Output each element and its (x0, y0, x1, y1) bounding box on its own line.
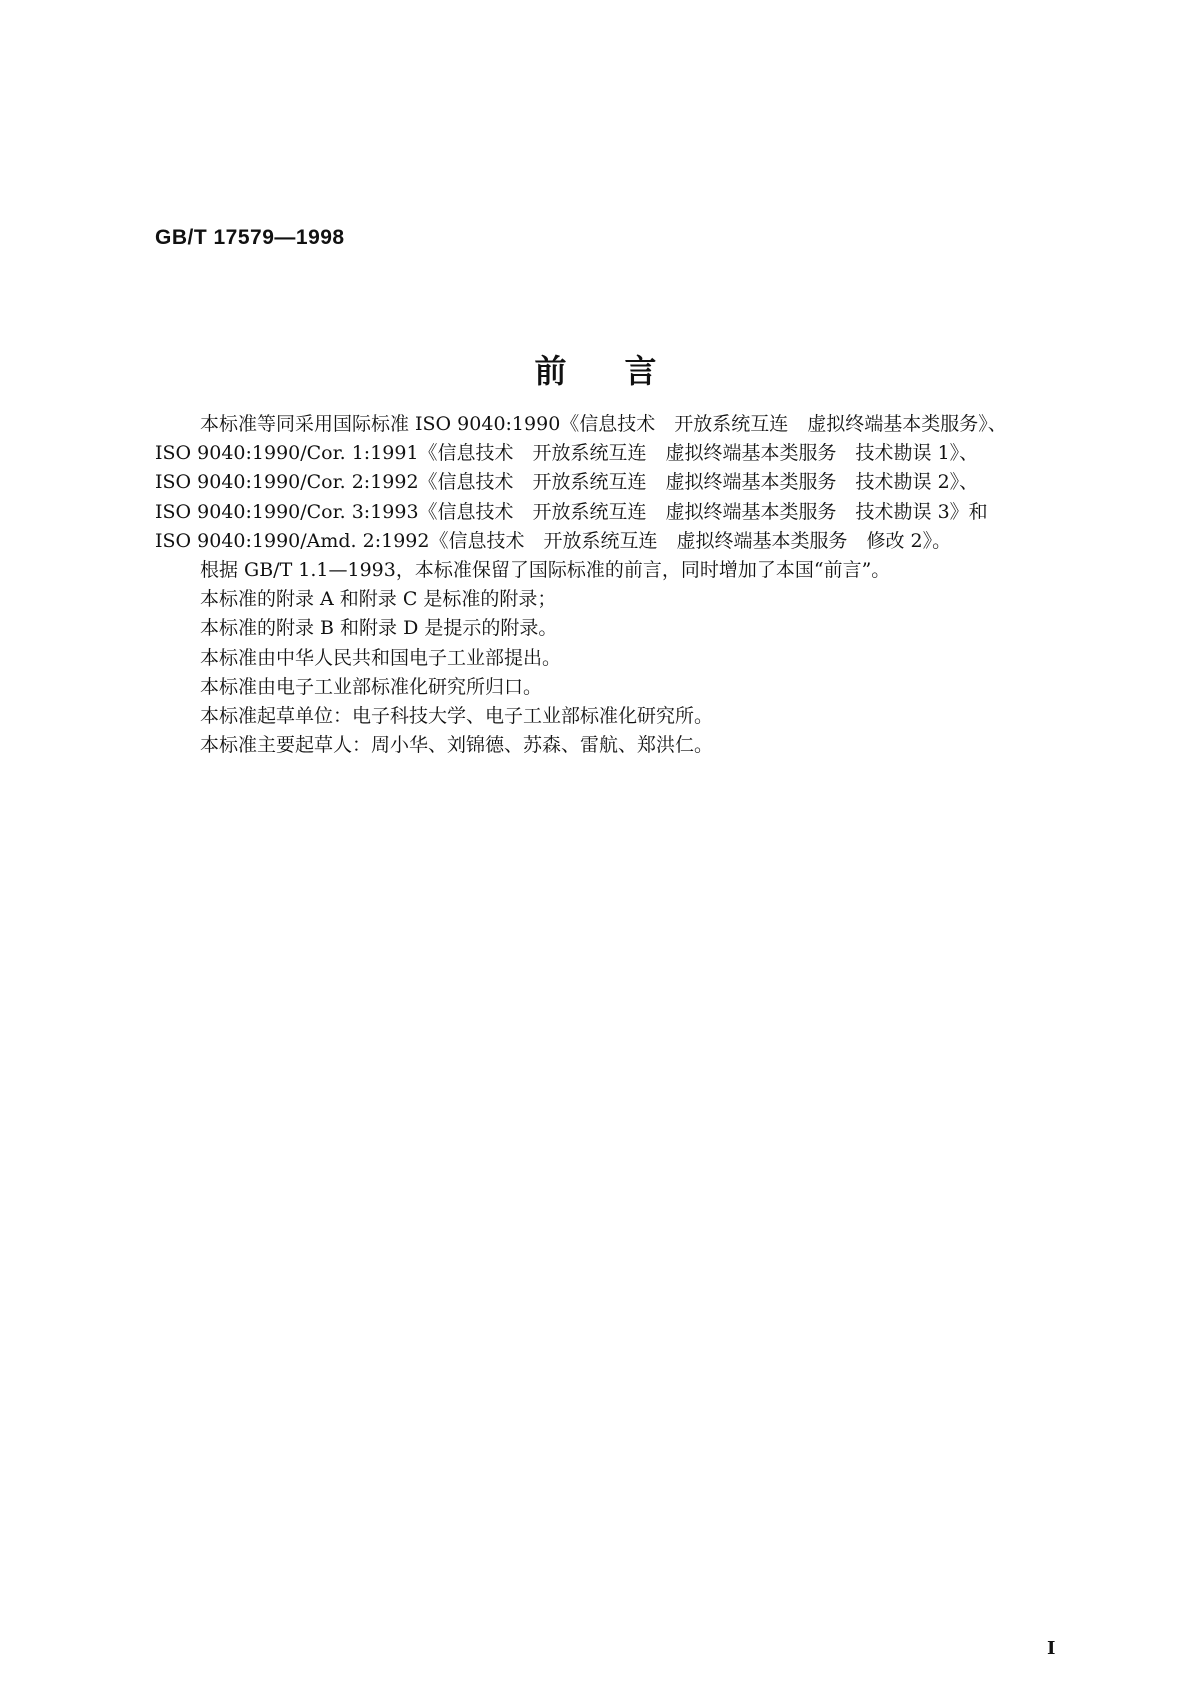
paragraph-line: ISO 9040:1990/Cor. 1:1991《信息技术 开放系统互连 虚拟终端基本类服务 技术勘误 1》、 (155, 442, 979, 465)
page-title: 前言 (534, 352, 715, 390)
paragraph-drafting-units: 本标准起草单位：电子科技大学、电子工业部标准化研究所。 (200, 704, 714, 727)
paragraph-line: 本标准等同采用国际标准 ISO 9040:1990《信息技术 开放系统互连 虚拟终端基本类服务》、 (200, 413, 1007, 435)
foreword-body (155, 410, 1085, 760)
paragraph-managed-by: 本标准由电子工业部标准化研究所归口。 (200, 675, 543, 698)
paragraph-line: ISO 9040:1990/Cor. 3:1993《信息技术 开放系统互连 虚拟终端基本类服务 技术勘误 3》和 (155, 500, 988, 523)
page-number: I (1047, 1638, 1056, 1659)
paragraph-informative-annexes: 本标准的附录 B 和附录 D 是提示的附录。 (200, 617, 558, 640)
paragraph-foreword-basis: 根据 GB/T 1.1—1993，本标准保留了国际标准的前言，同时增加了本国“前言”。 (200, 558, 891, 581)
paragraph-adoption (155, 410, 1085, 556)
paragraph-line: ISO 9040:1990/Amd. 2:1992《信息技术 开放系统互连 虚拟终端基本类服务 修改 2》。 (155, 529, 952, 552)
paragraph-proposed-by: 本标准由中华人民共和国电子工业部提出。 (200, 646, 562, 669)
paragraph-normative-annexes: 本标准的附录 A 和附录 C 是标准的附录； (200, 588, 557, 611)
paragraph-drafters: 本标准主要起草人：周小华、刘锦德、苏森、雷航、郑洪仁。 (200, 734, 714, 757)
standard-code: GB/T 17579—1998 (155, 226, 345, 249)
paragraph-line: ISO 9040:1990/Cor. 2:1992《信息技术 开放系统互连 虚拟终端基本类服务 技术勘误 2》、 (155, 471, 979, 494)
